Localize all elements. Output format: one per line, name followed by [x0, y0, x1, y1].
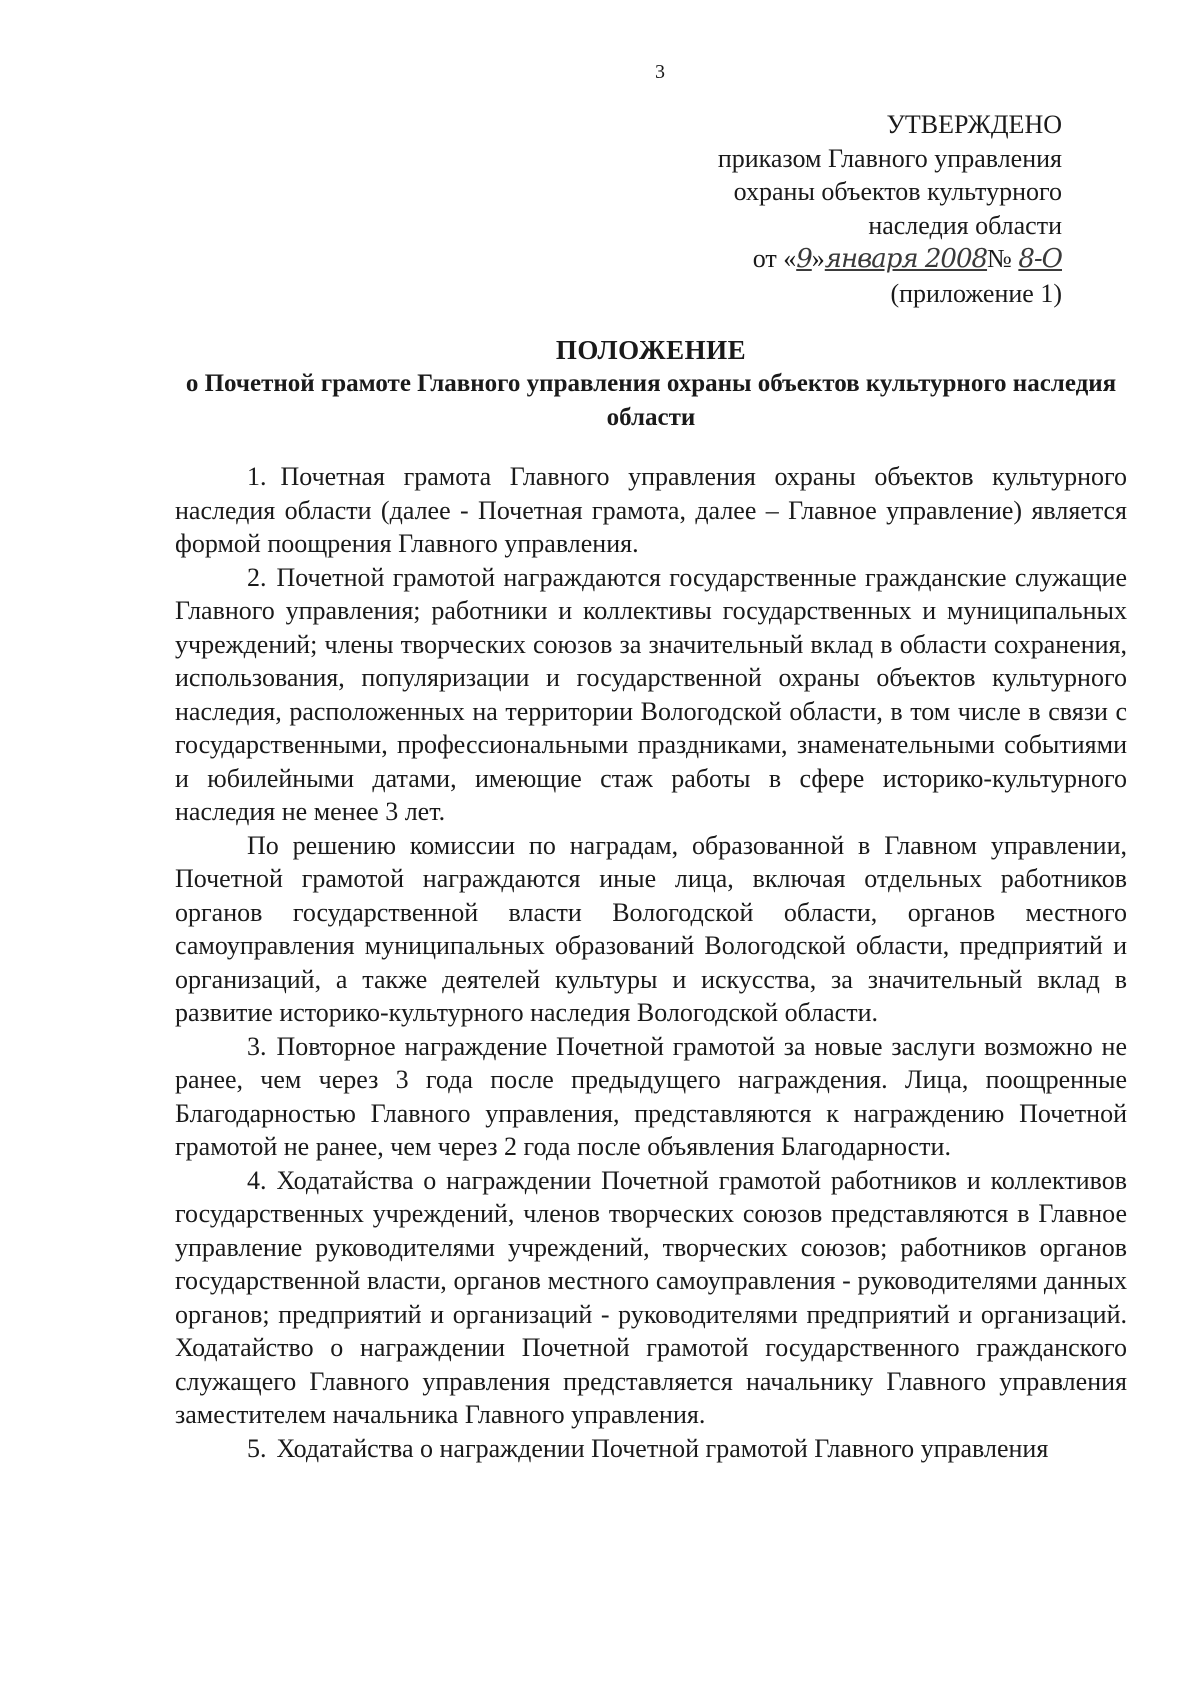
paragraph-number: 5.: [247, 1433, 267, 1463]
paragraph-4: [175, 1164, 1127, 1432]
approval-line: охраны объектов культурного: [733, 177, 1062, 206]
order-date-number: [718, 242, 1062, 277]
paragraph-text: Ходатайства о награждении Почетной грамотой работников и коллективов государственных учреждений, членов творческих союзов представляются в Главное управление руководителями учреждений, творческих союзов; работников органов государственной власти, органов местного самоуправления - руководителями данных органов; предприятий и организаций - руководителями предприятий и организаций. Ходатайство о награждении Почетной грамотой государственного гражданского служащего Главного управления представляется начальнику Главного управления заместителем начальника Главного управления.: [175, 1165, 1127, 1429]
document-title: [175, 333, 1127, 435]
paragraph-text: По решению комиссии по наградам, образованной в Главном управлении, Почетной грамотой награждаются иные лица, включая отдельных работников органов государственной власти Вологодской области, органов местного самоуправления муниципальных образований Вологодской области, предприятий и организаций, а также деятелей культуры и искусства, за значительный вклад в развитие историко-культурного наследия Вологодской области.: [175, 830, 1127, 1027]
approval-line: приказом Главного управления: [717, 143, 1062, 173]
handwritten-day: 9: [796, 244, 812, 274]
handwritten-month-year: января 2008: [824, 244, 988, 274]
paragraph-text: Почетная грамота Главного управления охраны объектов культурного наследия области (далее - Почетная грамота, далее – Главное управление) является формой поощрения Главного управления.: [175, 462, 1127, 558]
number-label: №: [987, 244, 1012, 273]
page-number: 3: [655, 61, 665, 83]
paragraph-3: [175, 1030, 1127, 1164]
paragraph-number: 2.: [247, 562, 267, 592]
date-mid: »: [811, 244, 825, 273]
paragraph-text: Ходатайства о награждении Почетной грамотой Главного управления: [276, 1433, 1049, 1463]
approval-heading: УТВЕРЖДЕНО: [886, 110, 1062, 139]
date-prefix: от «: [752, 244, 797, 273]
paragraph-5: [175, 1432, 1127, 1466]
appendix-note: (приложение 1): [890, 278, 1062, 308]
approval-line: наследия области: [868, 210, 1062, 240]
paragraph-number: 4.: [247, 1165, 267, 1195]
paragraph-number: 1.: [247, 462, 267, 491]
paragraph-number: 3.: [247, 1031, 267, 1061]
paragraph-2-continued: [175, 829, 1127, 1030]
paragraph-text: Почетной грамотой награждаются государственные гражданские служащие Главного управления; работники и коллективы государственных и муниципальных учреждений; члены творческих союзов за значительный вклад в области сохранения, использования, популяризации и государственной охраны объектов культурного наследия, расположенных на территории Вологодской области, в том числе в связи с государственными, профессиональными праздниками, знаменательными событиями и юбилейными датами, имеющие стаж работы в сфере историко-культурного наследия не менее 3 лет.: [175, 562, 1127, 826]
title-heading: ПОЛОЖЕНИЕ: [555, 335, 747, 365]
paragraph-text: Повторное награждение Почетной грамотой за новые заслуги возможно не ранее, чем через 3 года после предыдущего награждения. Лица, поощренные Благодарностью Главного управления, представляются к награждению Почетной грамотой не ранее, чем через 2 года после объявления Благодарности.: [175, 1031, 1127, 1161]
paragraph-1: [175, 460, 1127, 561]
title-subheading: о Почетной грамоте Главного управления охраны объектов культурного наследия области: [185, 370, 1117, 431]
paragraph-2: [175, 561, 1127, 829]
document-body: [175, 460, 1127, 1465]
approval-stamp-block: [718, 108, 1062, 310]
handwritten-order-number: 8-О: [1018, 244, 1062, 274]
